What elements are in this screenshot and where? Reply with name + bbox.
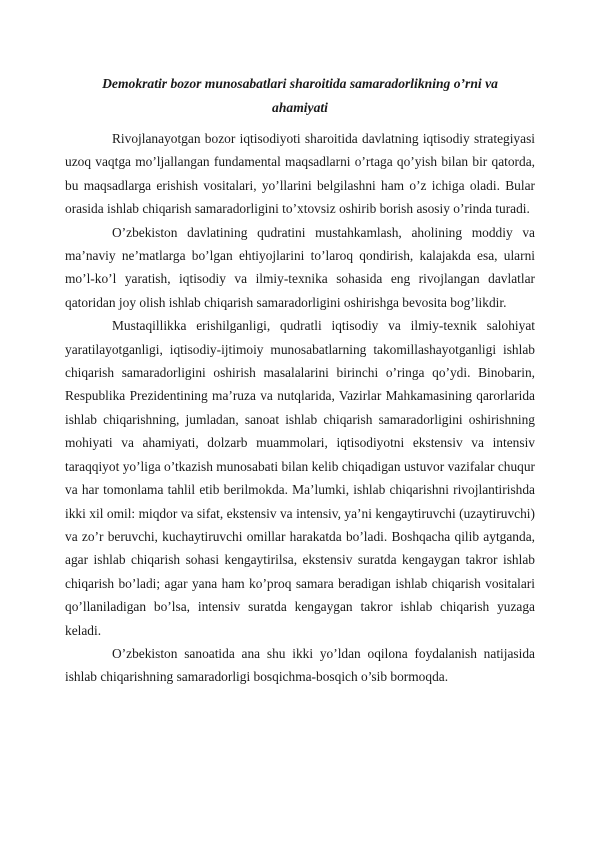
paragraph: Rivojlanayotgan bozor iqtisodiyoti sharoitida davlatning iqtisodiy strategiyasi uzoq vaqtga mo’ljallangan fundamental maqsadlarni o’rtaga qo’yish bilan bir qatorda, bu maqsadlarga erishish vositalari, yo’llarini belgilashni ham o’z ichiga oladi. Bular orasida ishlab chiqarish samaradorligini to’xtovsiz oshirib borish asosiy o’rinda turadi.	[65, 131, 535, 217]
paragraph: O’zbekiston davlatining qudratini mustahkamlash, aholining moddiy va ma’naviy ne’matlarga bo’lgan ehtiyojlarini to’laroq qondirish, kalajakda esa, ularni mo’l-ko’l yaratish, iqtisodiy va ilmiy-texnika sohasida eng rivojlangan davlatlar qatoridan joy olish ishlab chiqarish samaradorligini oshirishga bevosita bog’likdir.	[65, 224, 535, 310]
document-body	[65, 127, 535, 689]
paragraph: Mustaqillikka erishilganligi, qudratli iqtisodiy va ilmiy-texnik salohiyat yaratilayotganligi, iqtisodiy-ijtimoiy munosabatlarning takomillashayotganligi ishlab chiqarish samaradorligini oshirish masalalarini birinchi o’ringa qo’ydi. Binobarin, Respublika Prezidentining ma’ruza va nutqlarida, Vazirlar Mahkamasining qarorlarida ishlab chiqarishning, jumladan, sanoat ishlab chiqarish samaradorligini oshirishning mohiyati va ahamiyati, dolzarb muammolari, iqtisodiyotni ekstensiv va intensiv taraqqiyot yo’liga o’tkazish munosabati bilan kelib chiqadigan ustuvor vazifalar chuqur va har tomonlama tahlil etib berilmokda. Ma’lumki, ishlab chiqarishni rivojlantirishda ikki xil omil: miqdor va sifat, ekstensiv va intensiv, ya’ni kengaytiruvchi (uzaytiruvchi) va zo’r beruvchi, kuchaytiruvchi omillar harakatda bo’ladi. Boshqacha qilib aytganda, agar ishlab chiqarish sohasi kengaytirilsa, ekstensiv suratda kengaygan takror ishlab chiqarish bo’ladi; agar yana ham ko’proq samara beradigan ishlab chiqarish vositalari qo’llaniladigan bo’lsa, intensiv suratda kengaygan takror ishlab chiqarish yuzaga keladi.	[65, 318, 535, 638]
document-title: Demokratir bozor munosabatlari sharoitida samaradorlikning o’rni va ahamiyati	[102, 76, 498, 115]
paragraph: O’zbekiston sanoatida ana shu ikki yo’ldan oqilona foydalanish natijasida ishlab chiqarishning samaradorligi bosqichma-bosqich o’sib bormoqda.	[65, 645, 535, 685]
